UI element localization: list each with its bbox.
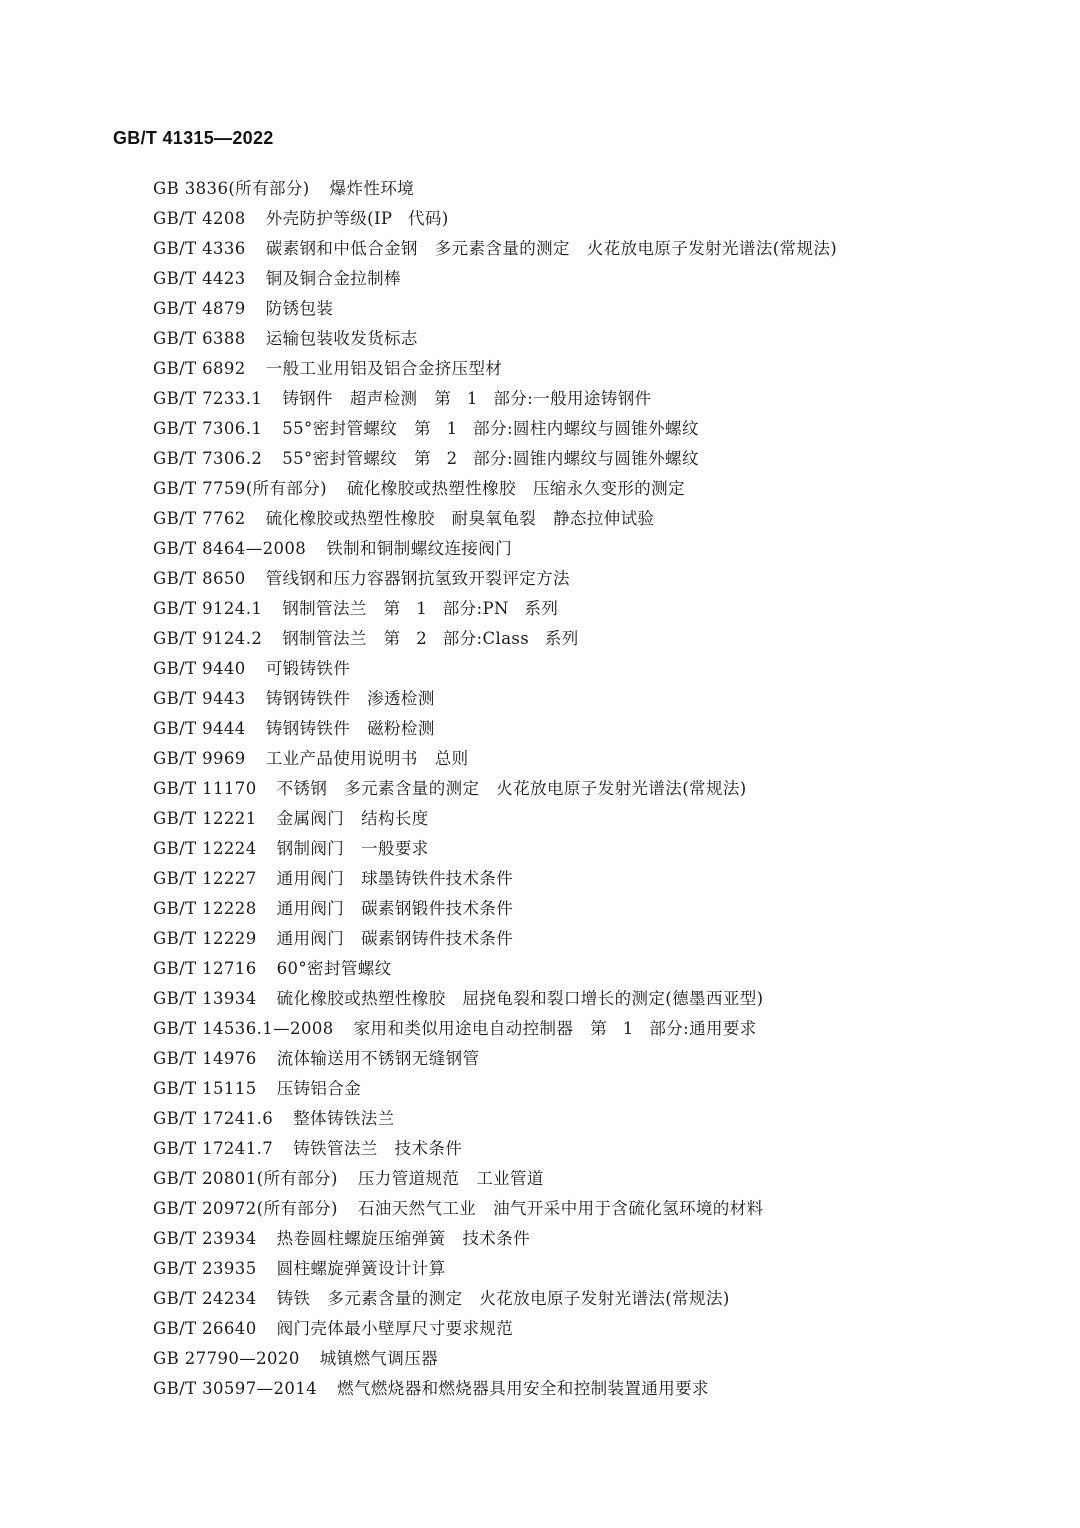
reference-code: GB/T 9444 — [153, 719, 246, 738]
reference-code: GB/T 12224 — [153, 839, 257, 858]
reference-title: 钢制阀门 一般要求 — [276, 839, 429, 858]
reference-entry — [153, 504, 1033, 534]
reference-entry — [153, 444, 1033, 474]
reference-title: 工业产品使用说明书 总则 — [265, 749, 469, 768]
reference-title: 硫化橡胶或热塑性橡胶 屈挠龟裂和裂口增长的测定(德墨西亚型) — [276, 989, 764, 1008]
reference-code: GB/T 14976 — [153, 1049, 257, 1068]
reference-title: 铸钢铸铁件 渗透检测 — [265, 689, 435, 708]
reference-code: GB/T 20972(所有部分) — [153, 1199, 338, 1218]
reference-entry — [153, 324, 1033, 354]
reference-title: 家用和类似用途电自动控制器 第 1 部分:通用要求 — [353, 1019, 757, 1038]
reference-entry — [153, 594, 1033, 624]
reference-entry — [153, 774, 1033, 804]
reference-code: GB/T 4423 — [153, 269, 246, 288]
reference-code: GB/T 4879 — [153, 299, 246, 318]
reference-code: GB/T 14536.1—2008 — [153, 1019, 334, 1038]
reference-title: 整体铸铁法兰 — [293, 1109, 395, 1128]
reference-code: GB/T 26640 — [153, 1319, 257, 1338]
reference-entry — [153, 834, 1033, 864]
reference-title: 55°密封管螺纹 第 1 部分:圆柱内螺纹与圆锥外螺纹 — [282, 419, 699, 438]
reference-code: GB/T 4208 — [153, 209, 246, 228]
reference-entry — [153, 984, 1033, 1014]
reference-entry — [153, 534, 1033, 564]
reference-title: 铸钢铸铁件 磁粉检测 — [265, 719, 435, 738]
reference-title: 石油天然气工业 油气开采中用于含硫化氢环境的材料 — [357, 1199, 764, 1218]
reference-code: GB/T 30597—2014 — [153, 1379, 318, 1398]
reference-title: 铸铁 多元素含量的测定 火花放电原子发射光谱法(常规法) — [276, 1289, 730, 1308]
reference-title: 外壳防护等级(IP 代码) — [265, 209, 449, 228]
reference-entry — [153, 714, 1033, 744]
reference-title: 压力管道规范 工业管道 — [357, 1169, 544, 1188]
reference-title: 硫化橡胶或热塑性橡胶 压缩永久变形的测定 — [346, 479, 685, 498]
reference-code: GB/T 23935 — [153, 1259, 257, 1278]
reference-title: 运输包装收发货标志 — [265, 329, 418, 348]
reference-title: 60°密封管螺纹 — [276, 959, 392, 978]
reference-entry — [153, 1224, 1033, 1254]
reference-entry — [153, 414, 1033, 444]
reference-code: GB/T 11170 — [153, 779, 257, 798]
reference-entry — [153, 924, 1033, 954]
reference-entry — [153, 1104, 1033, 1134]
reference-entry — [153, 354, 1033, 384]
reference-title: 通用阀门 碳素钢铸件技术条件 — [276, 929, 514, 948]
normative-references-list — [153, 174, 1033, 1404]
reference-entry — [153, 684, 1033, 714]
reference-code: GB/T 7762 — [153, 509, 246, 528]
reference-title: 金属阀门 结构长度 — [276, 809, 429, 828]
reference-title: 不锈钢 多元素含量的测定 火花放电原子发射光谱法(常规法) — [276, 779, 747, 798]
reference-title: 铸钢件 超声检测 第 1 部分:一般用途铸钢件 — [282, 389, 652, 408]
reference-title: 燃气燃烧器和燃烧器具用安全和控制装置通用要求 — [337, 1379, 709, 1398]
reference-title: 钢制管法兰 第 2 部分:Class 系列 — [282, 629, 579, 648]
reference-code: GB/T 7759(所有部分) — [153, 479, 327, 498]
reference-entry — [153, 294, 1033, 324]
reference-code: GB/T 6892 — [153, 359, 246, 378]
reference-code: GB 3836(所有部分) — [153, 179, 310, 198]
reference-code: GB/T 20801(所有部分) — [153, 1169, 338, 1188]
reference-entry — [153, 624, 1033, 654]
reference-code: GB/T 12716 — [153, 959, 257, 978]
reference-code: GB/T 15115 — [153, 1079, 257, 1098]
reference-code: GB/T 8650 — [153, 569, 246, 588]
reference-title: 55°密封管螺纹 第 2 部分:圆锥内螺纹与圆锥外螺纹 — [282, 449, 699, 468]
reference-entry — [153, 744, 1033, 774]
reference-entry — [153, 894, 1033, 924]
reference-title: 碳素钢和中低合金钢 多元素含量的测定 火花放电原子发射光谱法(常规法) — [265, 239, 838, 258]
reference-entry — [153, 804, 1033, 834]
reference-title: 铸铁管法兰 技术条件 — [293, 1139, 463, 1158]
reference-entry — [153, 1284, 1033, 1314]
reference-entry — [153, 1014, 1033, 1044]
reference-entry — [153, 1074, 1033, 1104]
reference-entry — [153, 1314, 1033, 1344]
reference-entry — [153, 564, 1033, 594]
reference-entry — [153, 1164, 1033, 1194]
reference-code: GB/T 9124.2 — [153, 629, 263, 648]
reference-title: 一般工业用铝及铝合金挤压型材 — [265, 359, 503, 378]
reference-code: GB/T 9124.1 — [153, 599, 263, 618]
reference-title: 铁制和铜制螺纹连接阀门 — [326, 539, 513, 558]
reference-code: GB/T 17241.6 — [153, 1109, 274, 1128]
reference-entry — [153, 1044, 1033, 1074]
reference-code: GB/T 7306.2 — [153, 449, 263, 468]
reference-code: GB/T 7306.1 — [153, 419, 263, 438]
reference-title: 流体输送用不锈钢无缝钢管 — [276, 1049, 480, 1068]
reference-code: GB/T 4336 — [153, 239, 246, 258]
reference-entry — [153, 1194, 1033, 1224]
reference-title: 钢制管法兰 第 1 部分:PN 系列 — [282, 599, 559, 618]
reference-entry — [153, 1254, 1033, 1284]
reference-title: 可锻铸铁件 — [265, 659, 351, 678]
reference-title: 通用阀门 碳素钢锻件技术条件 — [276, 899, 514, 918]
reference-entry — [153, 1374, 1033, 1404]
reference-code: GB/T 13934 — [153, 989, 257, 1008]
reference-code: GB/T 9969 — [153, 749, 246, 768]
reference-code: GB/T 12221 — [153, 809, 257, 828]
reference-title: 压铸铝合金 — [276, 1079, 362, 1098]
reference-title: 城镇燃气调压器 — [319, 1349, 439, 1368]
reference-entry — [153, 1344, 1033, 1374]
standard-number-header: GB/T 41315—2022 — [113, 128, 274, 148]
reference-code: GB/T 23934 — [153, 1229, 257, 1248]
reference-code: GB/T 17241.7 — [153, 1139, 274, 1158]
reference-entry — [153, 864, 1033, 894]
reference-entry — [153, 954, 1033, 984]
reference-code: GB 27790—2020 — [153, 1349, 300, 1368]
reference-title: 管线钢和压力容器钢抗氢致开裂评定方法 — [265, 569, 570, 588]
reference-code: GB/T 12227 — [153, 869, 257, 888]
reference-title: 硫化橡胶或热塑性橡胶 耐臭氧龟裂 静态拉伸试验 — [265, 509, 655, 528]
reference-title: 热卷圆柱螺旋压缩弹簧 技术条件 — [276, 1229, 531, 1248]
reference-code: GB/T 6388 — [153, 329, 246, 348]
reference-code: GB/T 24234 — [153, 1289, 257, 1308]
reference-entry — [153, 264, 1033, 294]
reference-entry — [153, 1134, 1033, 1164]
reference-code: GB/T 9443 — [153, 689, 246, 708]
reference-title: 阀门壳体最小壁厚尺寸要求规范 — [276, 1319, 514, 1338]
reference-entry — [153, 204, 1033, 234]
reference-entry — [153, 234, 1033, 264]
reference-title: 防锈包装 — [265, 299, 334, 318]
reference-entry — [153, 474, 1033, 504]
reference-code: GB/T 12228 — [153, 899, 257, 918]
reference-title: 爆炸性环境 — [329, 179, 415, 198]
reference-code: GB/T 12229 — [153, 929, 257, 948]
reference-title: 圆柱螺旋弹簧设计计算 — [276, 1259, 446, 1278]
reference-entry — [153, 384, 1033, 414]
reference-entry — [153, 174, 1033, 204]
reference-title: 铜及铜合金拉制棒 — [265, 269, 401, 288]
reference-code: GB/T 7233.1 — [153, 389, 263, 408]
reference-entry — [153, 654, 1033, 684]
reference-code: GB/T 8464—2008 — [153, 539, 307, 558]
reference-code: GB/T 9440 — [153, 659, 246, 678]
reference-title: 通用阀门 球墨铸铁件技术条件 — [276, 869, 514, 888]
